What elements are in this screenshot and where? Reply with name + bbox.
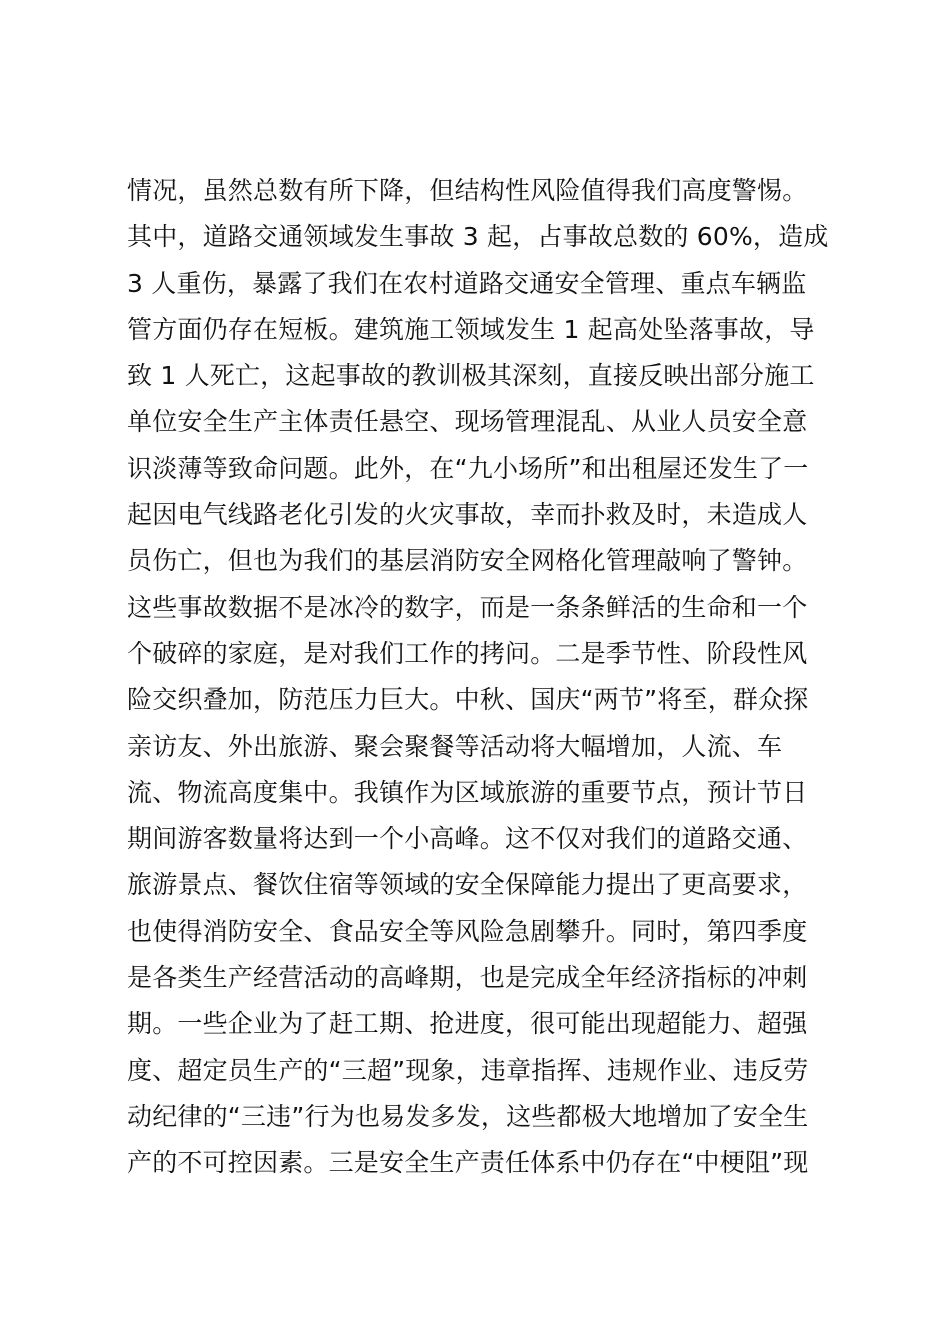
text-line: 产的不可控因素。三是安全生产责任体系中仍存在“中梗阻”现: [127, 1148, 809, 1178]
text-line: 管方面仍存在短板。建筑施工领域发生 1 起高处坠落事故，导: [127, 314, 815, 344]
text-line: 这些事故数据不是冰冷的数字，而是一条条鲜活的生命和一个: [127, 592, 808, 622]
text-line: 旅游景点、餐饮住宿等领域的安全保障能力提出了更高要求，: [127, 870, 808, 900]
text-line: 3 人重伤，暴露了我们在农村道路交通安全管理、重点车辆监: [127, 268, 807, 298]
text-line: 度、超定员生产的“三超”现象，违章指挥、违规作业、违反劳: [127, 1055, 809, 1085]
text-line: 员伤亡，但也为我们的基层消防安全网格化管理敲响了警钟。: [127, 546, 808, 576]
text-line: 单位安全生产主体责任悬空、现场管理混乱、从业人员安全意: [127, 407, 808, 437]
text-line: 期。一些企业为了赶工期、抢进度，很可能出现超能力、超强: [127, 1009, 808, 1039]
text-line: 亲访友、外出旅游、聚会聚餐等活动将大幅增加，人流、车: [127, 731, 783, 761]
text-line: 起因电气线路老化引发的火灾事故，幸而扑救及时，未造成人: [127, 500, 808, 530]
text-line: 也使得消防安全、食品安全等风险急剧攀升。同时，第四季度: [127, 916, 808, 946]
text-line: 致 1 人死亡，这起事故的教训极其深刻，直接反映出部分施工: [127, 361, 815, 391]
text-line: 流、物流高度集中。我镇作为区域旅游的重要节点，预计节日: [127, 777, 808, 807]
text-line: 动纪律的“三违”行为也易发多发，这些都极大地增加了安全生: [127, 1101, 809, 1131]
text-line: 险交织叠加，防范压力巨大。中秋、国庆“两节”将至，群众探: [127, 685, 809, 715]
text-line: 个破碎的家庭，是对我们工作的拷问。二是季节性、阶段性风: [127, 638, 808, 668]
body-text: [127, 168, 847, 1187]
text-line: 是各类生产经营活动的高峰期，也是完成全年经济指标的冲刺: [127, 963, 808, 993]
text-line: 情况，虽然总数有所下降，但结构性风险值得我们高度警惕。: [127, 176, 808, 205]
text-line: 其中，道路交通领域发生事故 3 起，占事故总数的 60%，造成: [127, 222, 829, 252]
text-line: 识淡薄等致命问题。此外，在“九小场所”和出租屋还发生了一: [127, 453, 809, 483]
text-line: 期间游客数量将达到一个小高峰。这不仅对我们的道路交通、: [127, 824, 808, 854]
